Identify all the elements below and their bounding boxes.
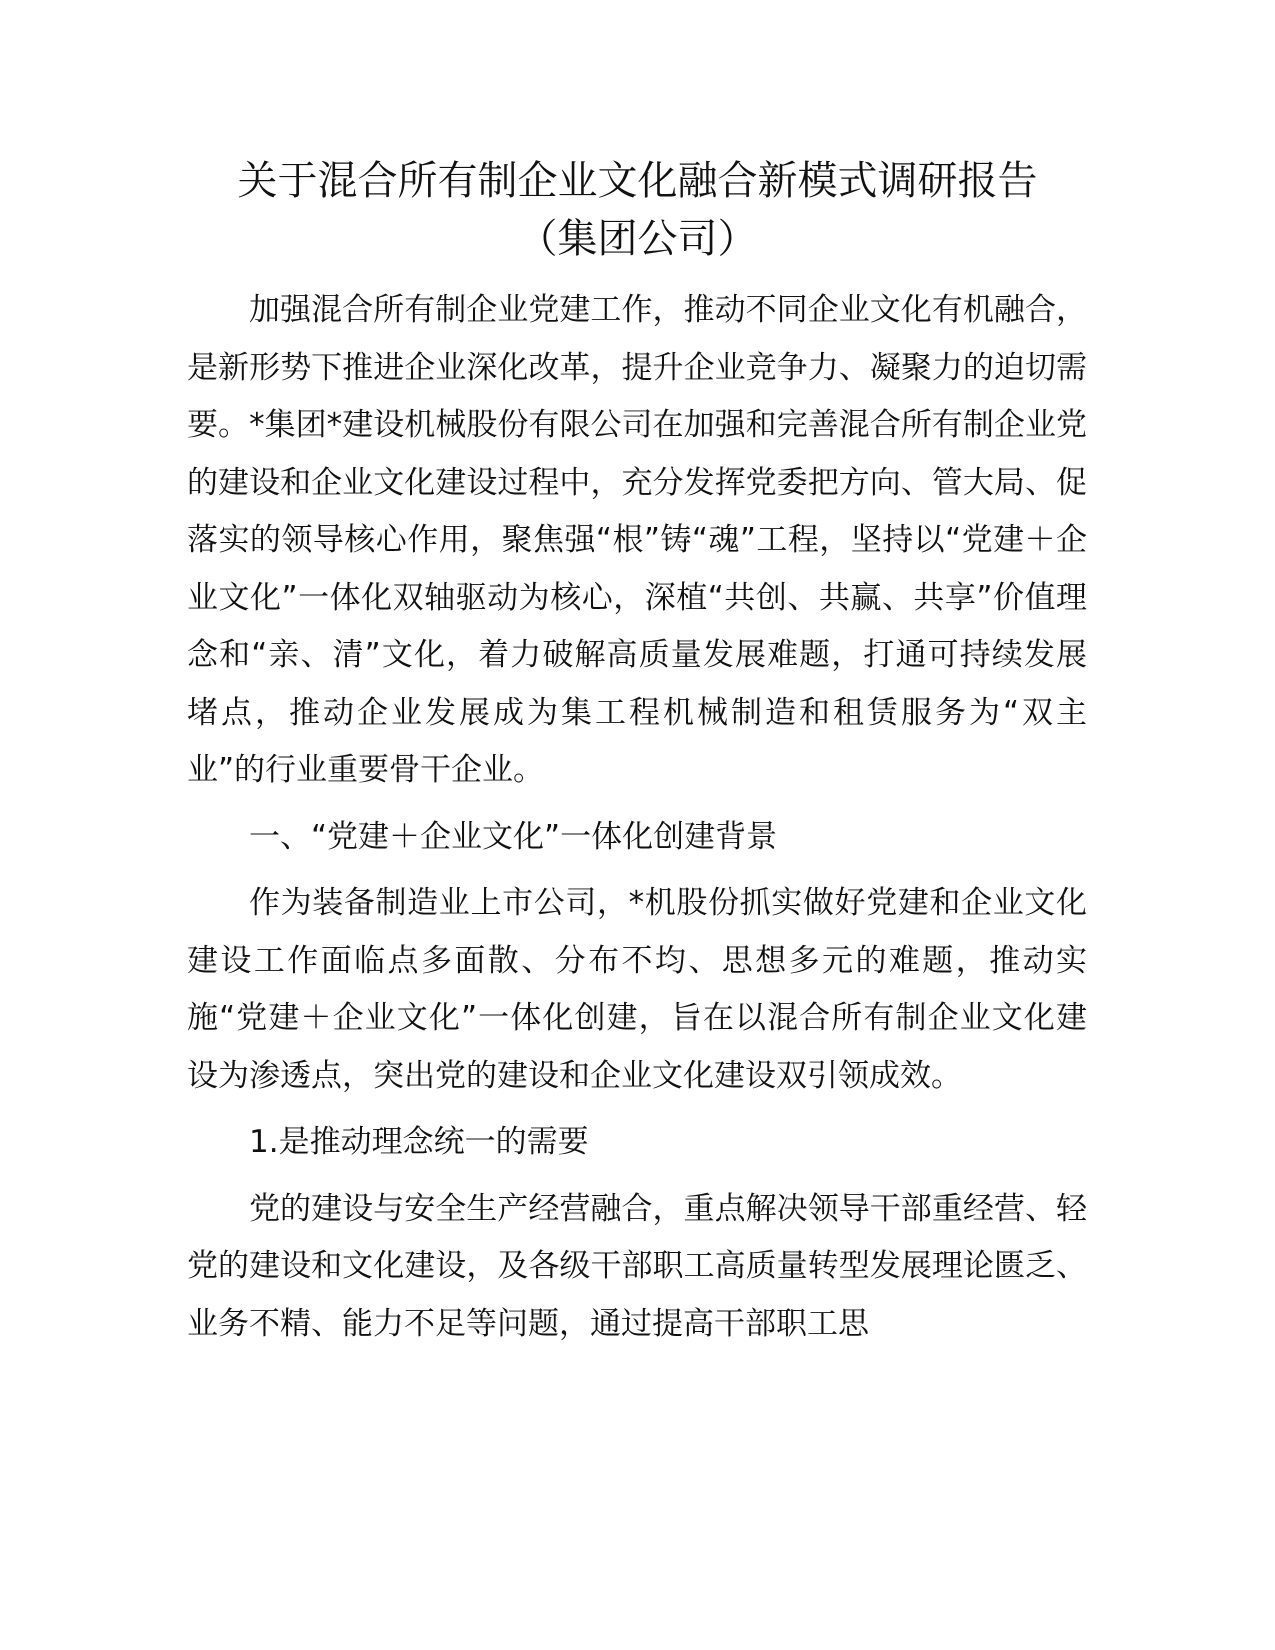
document-subtitle: （集团公司） (517, 216, 758, 262)
intro-paragraph: 加强混合所有制企业党建工作，推动不同企业文化有机融合，是新形势下推进企业深化改革，提升企业竞争力、凝聚力的迫切需要。*集团*建设机械股份有限公司在加强和完善混合所有制企业党的建设和企业文化建设过程中，充分发挥党委把方向、管大局、促落实的领导核心作用，聚焦强“根”铸“魂”工程，坚持以“党建＋企业文化”一体化双轴驱动为核心，深植“共创、共赢、共享”价值理念和“亲、清”文化，着力破解高质量发展难题，打通可持续发展堵点，推动企业发展成为集工程机械制造和租赁服务为“双主业”的行业重要骨干企业。 (187, 292, 1087, 788)
subsection-heading-1: 1.是推动理念统一的需要 (249, 1124, 589, 1160)
subsection-1-paragraph: 党的建设与安全生产经营融合，重点解决领导干部重经营、轻党的建设和文化建设，及各级干部职工高质量转型发展理论匮乏、业务不精、能力不足等问题，通过提高干部职工思 (187, 1190, 1087, 1342)
section-heading-background: 一、“党建＋企业文化”一体化创建背景 (249, 818, 778, 855)
document-title: 关于混合所有制企业文化融合新模式调研报告 (237, 158, 1038, 204)
background-paragraph: 作为装备制造业上市公司，*机股份抓实做好党建和企业文化建设工作面临点多面散、分布不均、思想多元的难题，推动实施“党建＋企业文化”一体化创建，旨在以混合所有制企业文化建设为渗透点，突出党的建设和企业文化建设双引领成效。 (187, 885, 1087, 1094)
document-body (187, 282, 1087, 1353)
